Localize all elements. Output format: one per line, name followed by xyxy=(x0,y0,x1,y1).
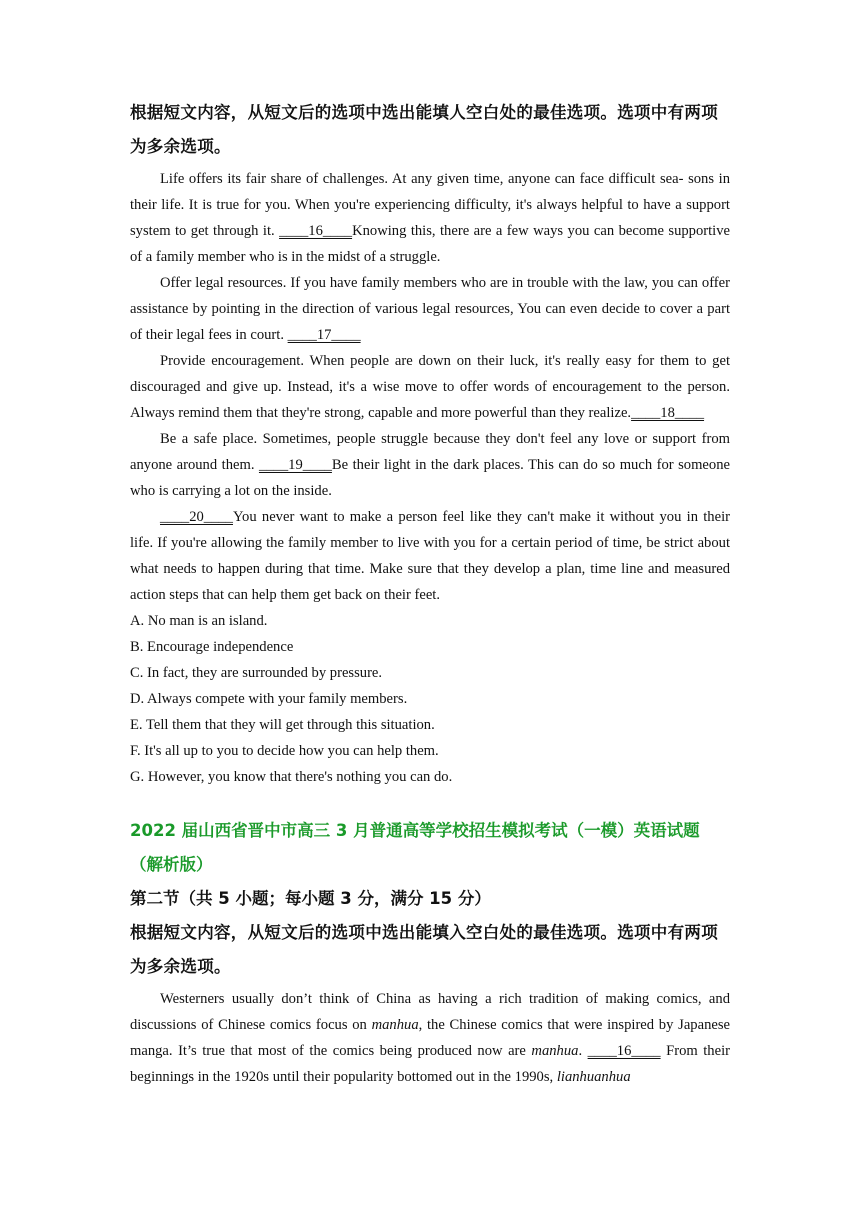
p2-1-text-a: Westerners usually don’t think of China as having a rich tradition of making comics, and discussions of Chinese comics focus on xyxy=(130,991,730,1033)
p2-1-text-b: , the Chinese comics that were inspired by Japanese manga. It’s true that most of the comics being produced now are xyxy=(130,1017,730,1059)
manhua-term-2: manhua xyxy=(531,1043,579,1059)
blank-16-second: ____16____ xyxy=(587,1043,661,1059)
document-page xyxy=(130,96,730,1090)
p2-1-text-d: From their beginnings in the 1920s until their popularity bottomed out in the 1990s, xyxy=(130,1043,730,1085)
instruction-2: 根据短文内容，从短文后的选项中选出能填入空白处的最佳选项。选项中有两项为多余选项。 xyxy=(130,923,718,976)
passage-1-paragraph-4 xyxy=(130,426,730,504)
p3-text-a: Provide encouragement. When people are down on their luck, it's really easy for them to get discouraged and give up. Instead, it's a wise move to offer words of encouragement to the person. Always remind them that they're strong, capable and more powerful than they realize. xyxy=(130,353,730,421)
p4-text-a: Be a safe place. Sometimes, people struggle because they don't feel any love or support from anyone around them. xyxy=(130,431,730,473)
p1-text-a: Life offers its fair share of challenges. At any given time, anyone can face difficult sea- sons in their life. It is true for you. When you're experiencing difficulty, it's always helpful to have a support system to get through it. xyxy=(130,171,730,239)
passage-1-paragraph-1 xyxy=(130,166,730,270)
instruction-1: 根据短文内容，从短文后的选项中选出能填人空白处的最佳选项。选项中有两项为多余选项。 xyxy=(130,103,718,156)
manhua-term-1: manhua xyxy=(371,1017,419,1033)
p5-text-b: You never want to make a person feel like they can't make it without you in their life. If you're allowing the family member to live with you for a certain period of time, be strict about what needs to happen during that time. Make sure that they develop a plan, time line and measured action steps that can help them get back on their feet. xyxy=(130,509,730,603)
blank-20: ____20____ xyxy=(160,509,233,525)
p1-text-b: Knowing this, there are a few ways you can become supportive of a family member who is in the midst of a struggle. xyxy=(130,223,730,265)
p2-text-a: Offer legal resources. If you have family members who are in trouble with the law, you can offer assistance by pointing in the direction of various legal resources, You can even decide to cover a part of their legal fees in court. xyxy=(130,275,730,343)
exam-title: 2022 届山西省晋中市高三 3 月普通高等学校招生模拟考试（一模）英语试题（解析版） xyxy=(130,821,700,874)
blank-19: ____19____ xyxy=(258,457,332,473)
blank-17: ____17____ xyxy=(287,327,361,343)
passage-1-paragraph-5 xyxy=(130,504,730,608)
lianhuanhua-term: lianhuanhua xyxy=(556,1069,631,1085)
passage-1-paragraph-3 xyxy=(130,348,730,426)
p2-1-text-c: . xyxy=(578,1043,588,1059)
option-a: A. No man is an island. xyxy=(130,613,268,629)
options-list xyxy=(130,608,730,790)
p4-text-b: Be their light in the dark places. This can do so much for someone who is carrying a lot on the inside. xyxy=(130,457,730,499)
option-e: E. Tell them that they will get through this situation. xyxy=(130,717,435,733)
option-b: B. Encourage independence xyxy=(130,639,294,655)
blank-16: ____16____ xyxy=(279,223,353,239)
option-d: D. Always compete with your family members. xyxy=(130,691,408,707)
passage-2-paragraph-1 xyxy=(130,986,730,1090)
section-title: 第二节（共 5 小题；每小题 3 分，满分 15 分） xyxy=(130,889,491,908)
option-f: F. It's all up to you to decide how you can help them. xyxy=(130,743,439,759)
blank-18: ____18____ xyxy=(631,405,705,421)
option-g: G. However, you know that there's nothing you can do. xyxy=(130,769,453,785)
passage-1-paragraph-2 xyxy=(130,270,730,348)
option-c: C. In fact, they are surrounded by pressure. xyxy=(130,665,383,681)
